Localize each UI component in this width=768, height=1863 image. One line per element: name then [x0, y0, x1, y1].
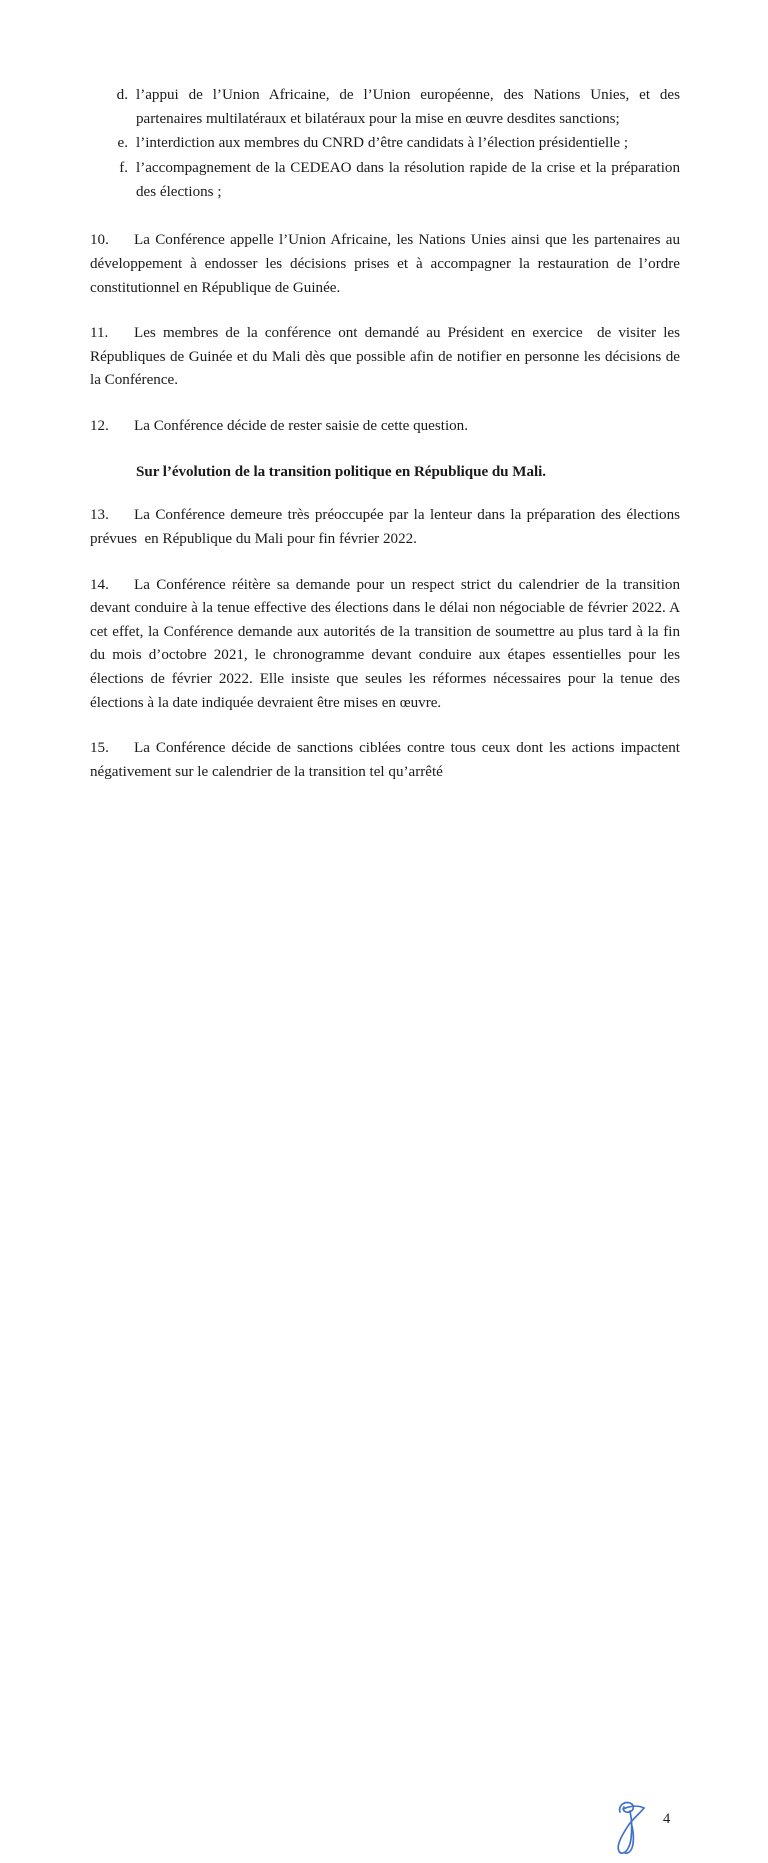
- paragraph-number: 13.: [90, 507, 109, 524]
- page-footer: [0, 898, 768, 1827]
- paragraph-text: La Conférence appelle l’Union Africaine, les Nations Unies ainsi que les partenaires au développement à endosser les décisions prises et à accompagner la restauration de l’ordre constitutionnel en République de Guinée.: [90, 232, 684, 296]
- paragraph-12: [90, 415, 680, 439]
- paragraph-10: [90, 229, 684, 300]
- page-number: 4: [663, 1811, 671, 1827]
- list-item: [90, 132, 680, 156]
- paragraph-number: 10.: [90, 232, 109, 249]
- list-item-text: l’appui de l’Union Africaine, de l’Union européenne, des Nations Unies, et des partenaires multilatéraux et bilatéraux pour la mise en œuvre desdites sanctions;: [136, 87, 680, 127]
- list-marker: e.: [117, 135, 128, 152]
- page-content: [90, 84, 688, 784]
- paragraph-text: La Conférence réitère sa demande pour un respect strict du calendrier de la transition devant conduire à la tenue effective des élections dans le délai non négociable de février 2022. A cet effet, la Conférence demande aux autorités de la transition de soumettre au plus tard à la fin du mois d’octobre 2021, le chronogramme devant conduire aux étapes essentielles pour les élections de février 2022. Elle insiste que seules les réformes nécessaires pour la tenue des élections à la date indiquée devraient être mises en œuvre.: [90, 576, 688, 711]
- list-marker: d.: [116, 87, 128, 103]
- list-item: [90, 157, 680, 204]
- paragraph-text: La Conférence décide de rester saisie de cette question.: [134, 418, 469, 435]
- paragraph-15: [90, 737, 684, 784]
- section-heading: Sur l’évolution de la transition politique en République du Mali.: [136, 463, 546, 480]
- list-item-text: l’accompagnement de la CEDEAO dans la résolution rapide de la crise et la préparation des élections ;: [136, 160, 680, 200]
- lettered-list: [90, 84, 680, 204]
- paragraph-text: Les membres de la conférence ont demandé au Président en exercice de visiter les Républiques de Guinée et du Mali dès que possible afin de notifier en personne les décisions de la Conférence.: [90, 325, 684, 389]
- handwritten-initial-icon: [610, 1796, 656, 1858]
- paragraph-text: La Conférence demeure très préoccupée par la lenteur dans la préparation des élections prévues en République du Mali pour fin février 2022.: [90, 507, 684, 547]
- paragraph-text: La Conférence décide de sanctions ciblées contre tous ceux dont les actions impactent négativement sur le calendrier de la transition tel qu’arrêté: [90, 740, 684, 780]
- list-item: [90, 84, 680, 131]
- paragraph-number: 14.: [90, 576, 109, 593]
- paragraph-number: 15.: [90, 740, 109, 757]
- paragraph-number: 11.: [90, 325, 109, 342]
- paragraph-14: [90, 574, 688, 716]
- paragraph-number: 12.: [90, 418, 109, 435]
- list-item-text: l’interdiction aux membres du CNRD d’être candidats à l’élection présidentielle ;: [136, 135, 629, 152]
- paragraph-11: [90, 322, 684, 393]
- paragraph-13: [90, 504, 684, 551]
- list-marker: f.: [119, 160, 128, 177]
